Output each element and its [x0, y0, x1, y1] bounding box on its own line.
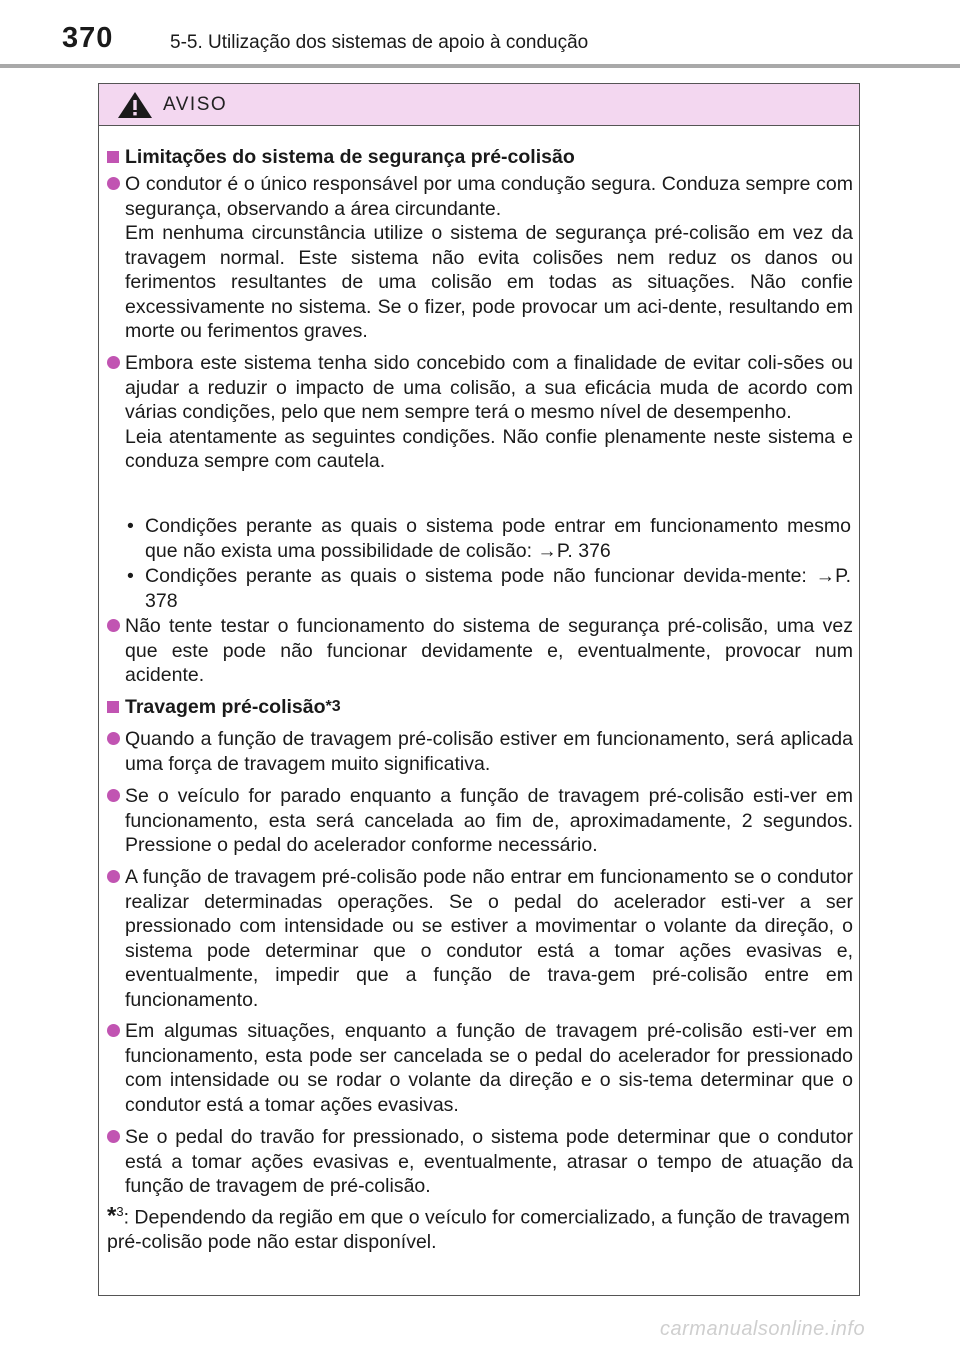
circle-bullet-icon [107, 1024, 120, 1037]
circle-bullet-icon [107, 356, 120, 369]
circle-bullet-icon [107, 619, 120, 632]
circle-bullet-icon [107, 732, 120, 745]
sub-item-text: Condições perante as quais o sistema pode não funcionar devida-mente: →P. 378 [145, 565, 851, 612]
list-item [125, 614, 853, 688]
paragraph: Se o pedal do travão for pressionado, o sistema pode determinar que o condutor está a tomar ações evasivas e, eventualmente, atrasar o tempo de atuação da função de travagem de pré-colisão. [125, 1126, 853, 1197]
warning-box [98, 83, 860, 1296]
warning-label: AVISO [163, 93, 228, 115]
paragraph: Em algumas situações, enquanto a função de travagem pré-colisão esti-ver em funcionamento, esta pode ser cancelada se o pedal do acelerador for pressionado com intensidade ou se rodar o volante da direção e o sis-tema determinar que o condutor está a tomar ações evasivas. [125, 1020, 853, 1116]
circle-bullet-icon [107, 177, 120, 190]
list-item [125, 351, 853, 474]
list-item [125, 1019, 853, 1117]
list-item [125, 865, 853, 1012]
paragraph: Em nenhuma circunstância utilize o sistema de segurança pré-colisão em vez da travagem normal. Este sistema não evita colisões nem reduz os danos ou ferimentos resultantes de uma colisão em todas as situações. Não confie excessivamente no sistema. Se o fizer, pode provocar um aci-dente, resultando em morte ou ferimentos graves. [125, 222, 853, 342]
footnote [107, 1200, 851, 1255]
list-item [125, 727, 853, 776]
paragraph: A função de travagem pré-colisão pode não entrar em funcionamento se o condutor realizar determinadas operações. Se o pedal do acelerador esti-ver a ser pressionado com intensidade ou se estiver a movimentar o volante da direção, o sistema pode determinar que o condutor está a tomar ações evasivas e, eventualmente, impedir que a função de trava-gem pré-colisão entre em funcionamento. [125, 866, 853, 1011]
sub-item: • Condições perante as quais o sistema pode não funcionar devida-mente: →P. 378 [127, 565, 851, 612]
circle-bullet-icon [107, 870, 120, 883]
sub-item-text: Condições perante as quais o sistema pode entrar em funcionamento mesmo que não exista uma possibilidade de colisão: →P. 376 [145, 515, 851, 562]
paragraph: Embora este sistema tenha sido concebido com a finalidade de evitar coli-sões ou ajudar a reduzir o impacto de uma colisão, a sua eficácia muda de acordo com várias condições, pelo que nem sempre terá o mesmo nível de desempenho. [125, 352, 853, 423]
warning-triangle-icon [117, 91, 153, 119]
circle-bullet-icon [107, 1130, 120, 1143]
section-title: 5-5. Utilização dos sistemas de apoio à condução [170, 32, 589, 53]
section-heading-sup: *3 [325, 698, 341, 715]
paragraph: Quando a função de travagem pré-colisão estiver em funcionamento, será aplicada uma força de travagem muito significativa. [125, 728, 853, 775]
warning-header [99, 84, 859, 126]
paragraph: Se o veículo for parado enquanto a função de travagem pré-colisão esti-ver em funcionamento, esta será cancelada ao fim de, aproximadamente, 2 segundos. Pressione o pedal do acelerador conforme necessário. [125, 785, 853, 856]
section-heading-braking [107, 695, 341, 720]
square-bullet-icon [107, 701, 119, 713]
paragraph: Não tente testar o funcionamento do sistema de segurança pré-colisão, uma vez que este pode não funcionar devidamente e, eventualmente, provocar num acidente. [125, 615, 853, 686]
footnote-text: : Dependendo da região em que o veículo for comercializado, a função de travagem pré-colisão pode não estar disponível. [107, 1206, 850, 1253]
watermark: carmanualsonline.info [660, 1318, 866, 1340]
sub-item: • Condições perante as quais o sistema pode entrar em funcionamento mesmo que não exista uma possibilidade de colisão: →P. 376 [127, 515, 851, 562]
section-heading-limitations [107, 145, 575, 170]
paragraph: Leia atentamente as seguintes condições. Não confie plenamente neste sistema e conduza sempre com cautela. [125, 425, 853, 472]
page-number: 370 [62, 22, 114, 54]
section-heading-text: Travagem pré-colisão [125, 696, 326, 718]
circle-bullet-icon [107, 789, 120, 802]
section-heading-text: Limitações do sistema de segurança pré-colisão [125, 146, 575, 168]
footnote-sup: 3 [116, 1204, 124, 1219]
list-item [125, 172, 853, 344]
list-item [125, 1125, 853, 1199]
footnote-star: * [107, 1202, 117, 1230]
square-bullet-icon [107, 151, 119, 163]
list-item [125, 784, 853, 858]
header-rule [0, 64, 960, 68]
page-header [0, 0, 960, 70]
paragraph: O condutor é o único responsável por uma condução segura. Conduza sempre com segurança, observando a área circundante. [125, 173, 853, 220]
